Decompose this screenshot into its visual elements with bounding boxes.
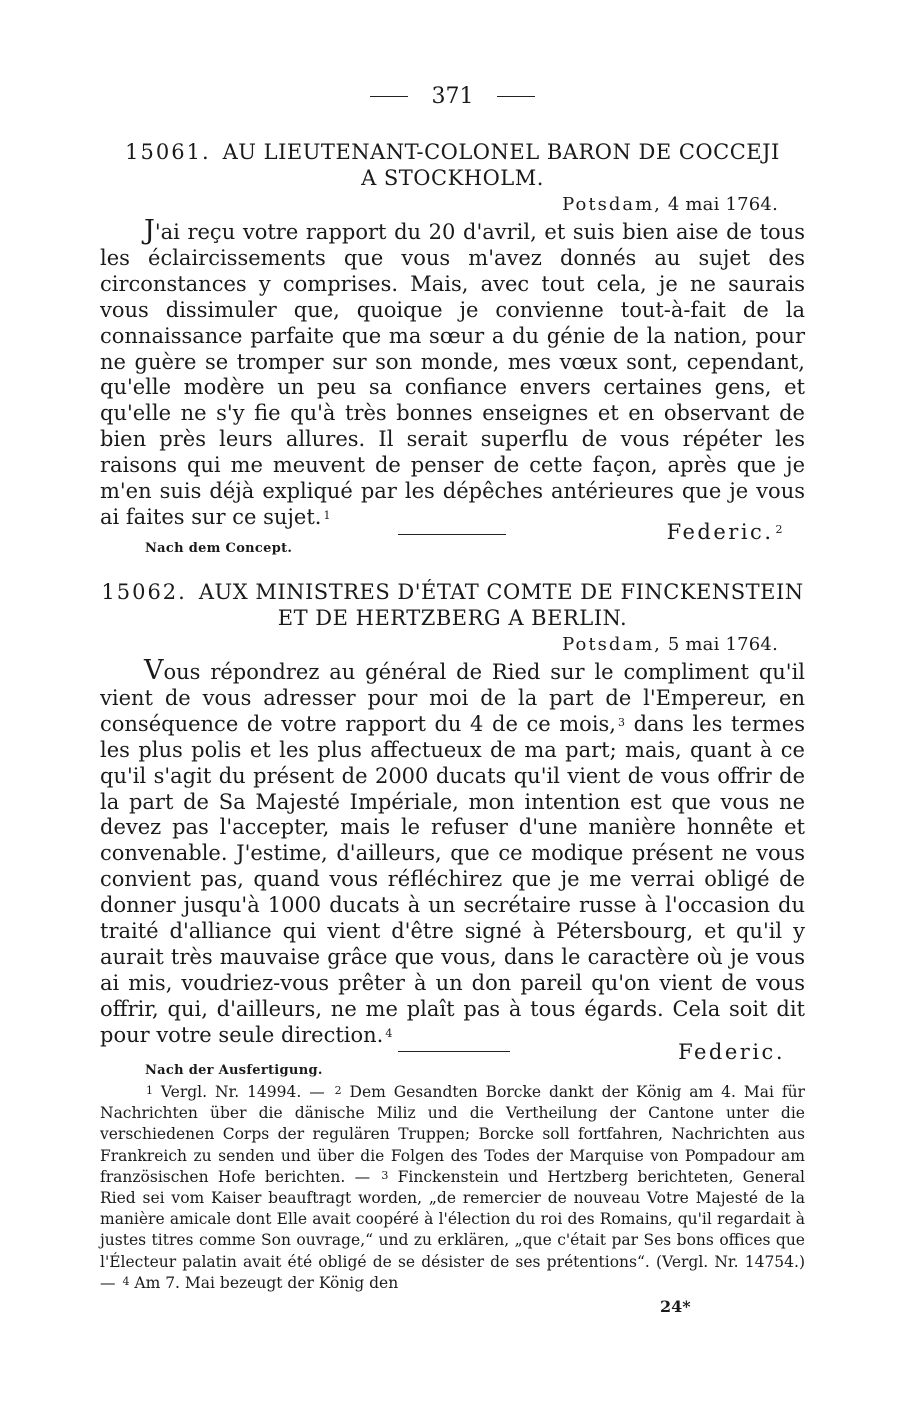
footnote-ref: 1 <box>323 508 331 522</box>
footnote-ref: 4 <box>385 1026 393 1040</box>
page-number: 371 <box>431 84 474 109</box>
entry-initial: V <box>144 655 164 686</box>
footnote-4-text: Am 7. Mai bezeugt der König den <box>134 1273 399 1292</box>
entry-body <box>100 655 805 1049</box>
signature-text: Federic. <box>666 519 774 544</box>
entry-body-text-b: dans les termes les plus polis et les plus affectueux de ma part; mais, quant à ce qu'il s'agit du présent de 2000 ducats qu'il vient de vous offrir de la part de Sa Majesté Impériale, mon intention est que vous ne devez pas l'accepter, mais le refuser d'une manière honnête et convenable. J'estime, d'ailleurs, que ce modique présent ne vous convient pas, quand vous réfléchirez que je me verrai obligé de donner jusqu'à 1000 ducats à un secrétaire russe à l'occasion du traité d'alliance qui vient d'être signé à Pétersbourg, et qu'il y aurait très mauvaise grâce que vous, dans le caractère où je vous ai mis, voudriez-vous prêter à un don pareil qu'on vient de vous offrir, qui, d'ailleurs, ne me plaît pas à tous égards. Cela soit dit pour votre seule direction. <box>100 711 805 1047</box>
entry-number: 15061. <box>125 140 211 164</box>
footnote-2-text: Dem Gesandten Borcke dankt der König am 4. Mai für Nachrichten über die dänische Miliz und die Vertheilung der Cantone unter die verschiedenen Corps der regulären Truppen; Borcke soll fortfahren, Nachrichten aus Frankreich zu senden und über die Folgen des Todes der Marquise von Pompadour am französischen Hofe berichten. — <box>100 1083 805 1186</box>
footnote-3-text: Finckenstein und Hertzberg berichteten, General Ried sei vom Kaiser beauftragt worden, „de remercier de nouveau Votre Majesté de la manière amicale dont Elle avait coopéré à l'élection du roi des Romains, qu'il regardait à justes titres comme Son ouvrage,“ und zu erklären, „que c'était par Ses bons offices que l'Électeur palatin avait été obligé de se désister de ses prétentions“. (Vergl. Nr. 14754.) — <box>100 1167 805 1292</box>
footnote-ref: 2 <box>775 522 785 536</box>
section-rule <box>398 534 506 535</box>
entry-date <box>100 194 805 216</box>
footnotes <box>100 1082 805 1294</box>
footnote-1-text: Vergl. Nr. 14994. — <box>160 1083 325 1101</box>
heading-line-1: AU LIEUTENANT-COLONEL BARON DE COCCEJI <box>222 140 780 164</box>
entry-initial: J <box>144 215 155 246</box>
footnote-ref: 3 <box>617 715 625 729</box>
footnote-marker: 2 <box>334 1084 342 1097</box>
entry-date-value: 4 mai 1764. <box>667 194 778 215</box>
entry-place: Potsdam, <box>562 194 662 215</box>
entry-15062 <box>100 579 805 1078</box>
entry-source: Nach dem Concept. <box>145 540 293 556</box>
entry-source: Nach der Ausfertigung. <box>145 1062 323 1078</box>
footnote-marker: 4 <box>122 1274 130 1288</box>
footnote-rule <box>398 1051 510 1052</box>
page-number-rule-left <box>370 96 408 97</box>
page-number-row <box>370 84 535 109</box>
entry-body <box>100 215 805 531</box>
entry-number: 15062. <box>101 580 187 604</box>
footnote-marker: 1 <box>146 1084 153 1097</box>
signature-mark: 24* <box>660 1297 691 1316</box>
footnote-marker: 3 <box>381 1168 389 1182</box>
entry-heading <box>100 579 805 631</box>
entry-15061 <box>100 139 805 556</box>
page-number-rule-right <box>497 96 535 97</box>
heading-line-1: AUX MINISTRES D'ÉTAT COMTE DE FINCKENSTEIN <box>198 580 804 604</box>
footnote-block <box>100 1082 805 1294</box>
entry-date-value: 5 mai 1764. <box>667 634 778 655</box>
entry-place: Potsdam, <box>562 634 662 655</box>
entry-heading <box>100 139 805 191</box>
entry-body-text: 'ai reçu votre rapport du 20 d'avril, et suis bien aise de tous les éclaircissements que vous m'avez donnés au sujet des circonstances y comprises. Mais, avec tout cela, je ne saurais vous dissimuler que, quoique je convienne tout-à-fait de la connaissance parfaite que ma sœur a du génie de la nation, pour ne guère se tromper sur son monde, mes vœux sont, cependant, qu'elle modère un peu sa confiance envers certaines gens, et qu'elle ne s'y fie qu'à très bonnes enseignes et en observant de bien près leurs allures. Il serait superflu de vous répéter les raisons qui me meuvent de penser de cette façon, après que je m'en suis déjà expliqué par les dépêches antérieures que je vous ai faites sur ce sujet. <box>100 220 805 529</box>
entry-date <box>100 634 805 656</box>
signature-text: Federic. <box>678 1039 785 1064</box>
heading-line-2: A STOCKHOLM. <box>361 166 544 190</box>
heading-line-2: ET DE HERTZBERG A BERLIN. <box>277 606 628 630</box>
entry-body-text-a: ous répondrez au général de Ried sur le compliment qu'il vient de vous adresser pour moi de la part de l'Empereur, en conséquence de votre rapport du 4 de ce mois, <box>100 660 805 736</box>
